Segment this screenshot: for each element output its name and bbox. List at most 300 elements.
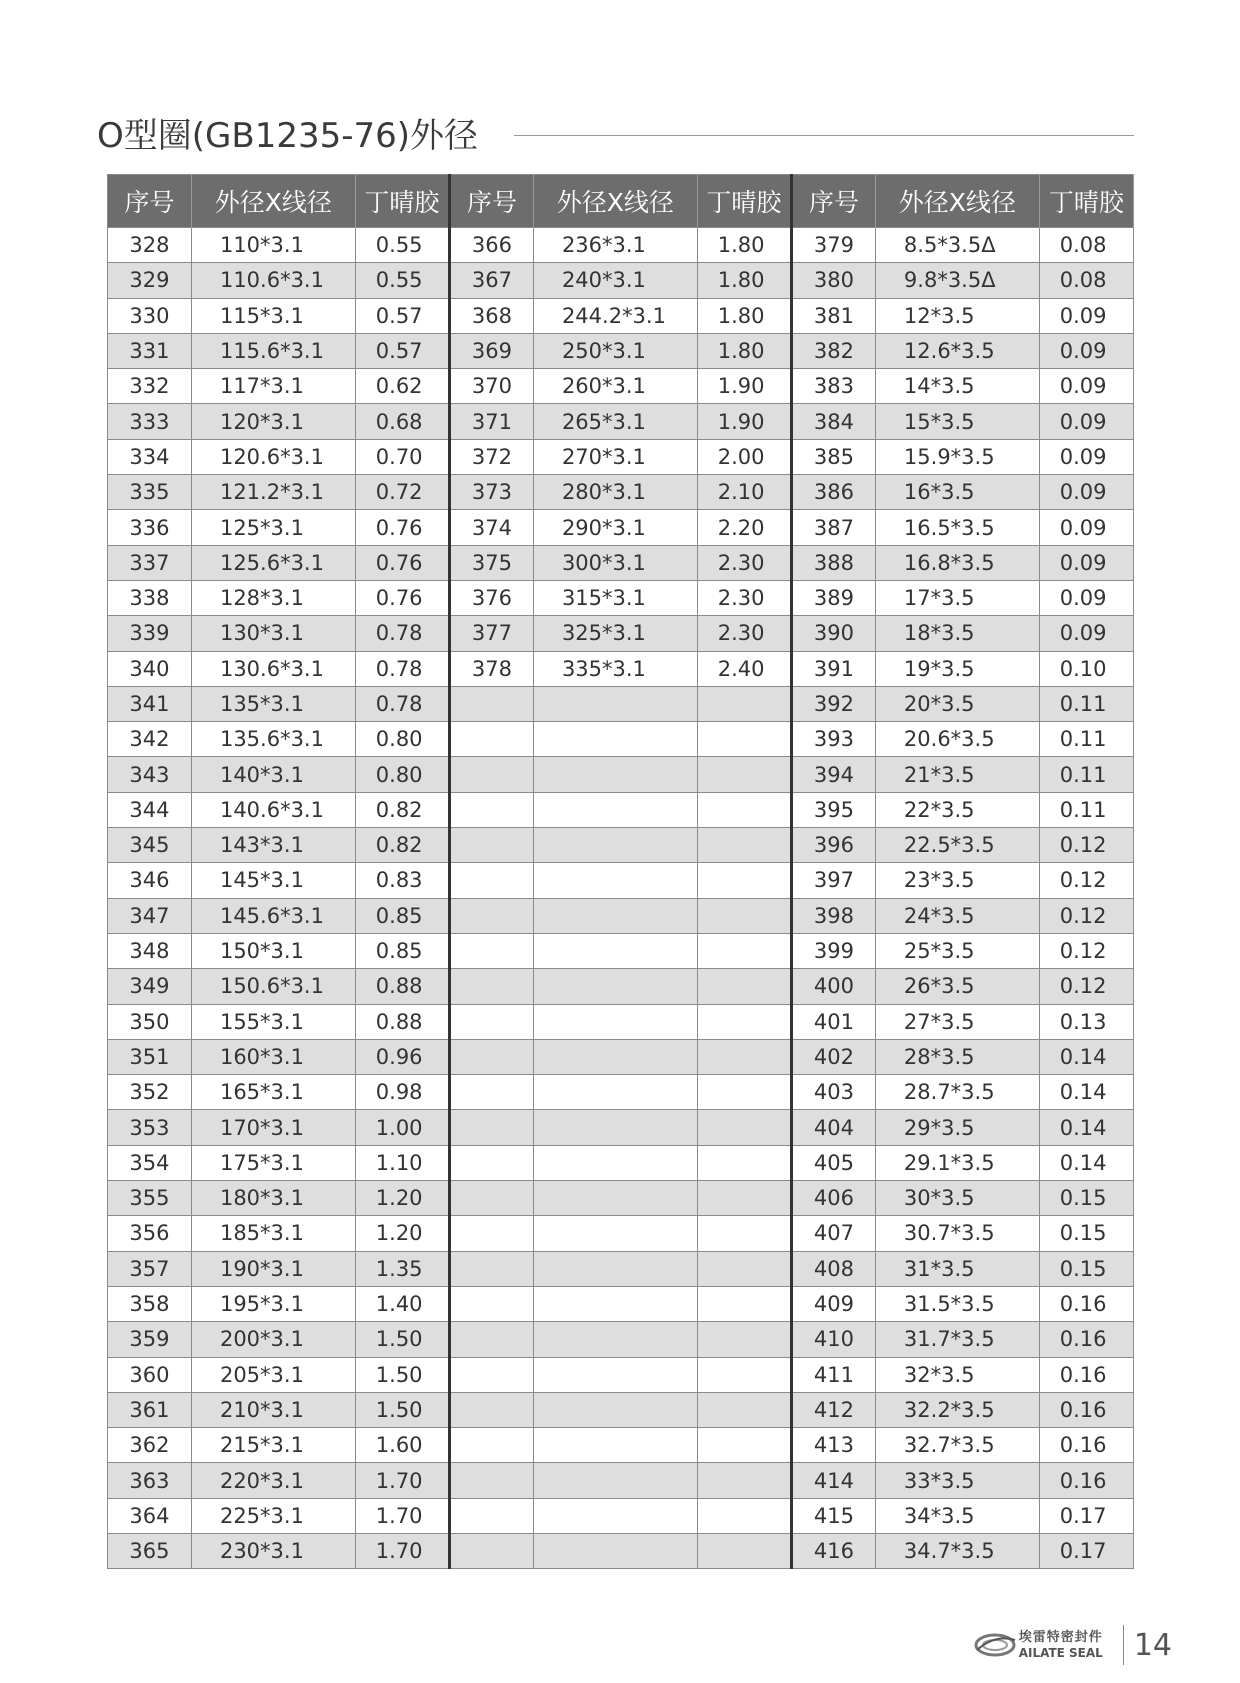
cell-no: 344 (108, 792, 192, 827)
cell-nbr: 0.09 (1039, 333, 1133, 368)
cell-no: 330 (108, 298, 192, 333)
cell-no: 397 (791, 863, 875, 898)
cell-no (449, 686, 533, 721)
cell-size: 32.7*3.5 (875, 1428, 1039, 1463)
table-row (108, 1110, 1134, 1145)
cell-nbr: 0.13 (1039, 1004, 1133, 1039)
cell-no: 329 (108, 263, 192, 298)
cell-no: 392 (791, 686, 875, 721)
cell-nbr: 1.10 (355, 1145, 449, 1180)
table-row (108, 792, 1134, 827)
cell-no: 374 (449, 510, 533, 545)
table-row (108, 722, 1134, 757)
cell-no: 383 (791, 369, 875, 404)
cell-no (449, 1110, 533, 1145)
cell-size: 34*3.5 (875, 1498, 1039, 1533)
cell-size: 12.6*3.5 (875, 333, 1039, 368)
cell-size: 175*3.1 (191, 1145, 355, 1180)
table-row (108, 545, 1134, 580)
cell-no: 337 (108, 545, 192, 580)
cell-no: 351 (108, 1039, 192, 1074)
cell-nbr (697, 1110, 791, 1145)
cell-nbr: 2.30 (697, 545, 791, 580)
cell-nbr: 0.78 (355, 616, 449, 651)
cell-size: 31.5*3.5 (875, 1286, 1039, 1321)
cell-nbr: 0.12 (1039, 898, 1133, 933)
cell-no (449, 933, 533, 968)
cell-size (533, 1322, 697, 1357)
cell-no (449, 1004, 533, 1039)
cell-no: 355 (108, 1181, 192, 1216)
cell-size: 165*3.1 (191, 1075, 355, 1110)
table-body (108, 228, 1134, 1569)
cell-size (533, 1181, 697, 1216)
cell-size: 236*3.1 (533, 228, 697, 263)
cell-nbr: 1.80 (697, 228, 791, 263)
cell-size: 28.7*3.5 (875, 1075, 1039, 1110)
cell-size: 15.9*3.5 (875, 439, 1039, 474)
table-row (108, 969, 1134, 1004)
cell-nbr: 0.09 (1039, 369, 1133, 404)
cell-size: 220*3.1 (191, 1463, 355, 1498)
cell-nbr: 0.76 (355, 510, 449, 545)
table-row (108, 333, 1134, 368)
cell-no: 357 (108, 1251, 192, 1286)
cell-size (533, 757, 697, 792)
cell-no: 365 (108, 1533, 192, 1568)
cell-size: 32.2*3.5 (875, 1392, 1039, 1427)
cell-no: 345 (108, 828, 192, 863)
cell-size: 19*3.5 (875, 651, 1039, 686)
cell-no: 400 (791, 969, 875, 1004)
cell-no: 377 (449, 616, 533, 651)
cell-size: 8.5*3.5Δ (875, 228, 1039, 263)
cell-size (533, 1075, 697, 1110)
cell-no: 408 (791, 1251, 875, 1286)
cell-no: 410 (791, 1322, 875, 1357)
cell-no: 381 (791, 298, 875, 333)
cell-no: 395 (791, 792, 875, 827)
cell-no: 379 (791, 228, 875, 263)
cell-nbr (697, 898, 791, 933)
cell-no: 331 (108, 333, 192, 368)
cell-no: 388 (791, 545, 875, 580)
cell-nbr: 0.78 (355, 686, 449, 721)
cell-nbr: 2.30 (697, 616, 791, 651)
cell-nbr (697, 722, 791, 757)
cell-nbr: 0.14 (1039, 1145, 1133, 1180)
cell-nbr (697, 1039, 791, 1074)
cell-size (533, 722, 697, 757)
cell-nbr (697, 1357, 791, 1392)
cell-no: 368 (449, 298, 533, 333)
cell-nbr: 1.40 (355, 1286, 449, 1321)
cell-size: 23*3.5 (875, 863, 1039, 898)
cell-nbr: 1.20 (355, 1216, 449, 1251)
cell-no: 334 (108, 439, 192, 474)
cell-size: 128*3.1 (191, 580, 355, 615)
logo-chinese-name: 埃雷特密封件 (1018, 1630, 1103, 1645)
cell-no (449, 1039, 533, 1074)
cell-no: 348 (108, 933, 192, 968)
cell-no (449, 1251, 533, 1286)
table-row (108, 1392, 1134, 1427)
cell-no: 406 (791, 1181, 875, 1216)
table-row (108, 1004, 1134, 1039)
cell-nbr: 1.60 (355, 1428, 449, 1463)
cell-no (449, 757, 533, 792)
table-row (108, 828, 1134, 863)
cell-nbr: 0.09 (1039, 545, 1133, 580)
cell-no: 396 (791, 828, 875, 863)
cell-size (533, 1004, 697, 1039)
cell-nbr: 1.70 (355, 1498, 449, 1533)
cell-size: 290*3.1 (533, 510, 697, 545)
cell-size: 135.6*3.1 (191, 722, 355, 757)
cell-no (449, 1322, 533, 1357)
cell-size: 130.6*3.1 (191, 651, 355, 686)
table-row (108, 369, 1134, 404)
cell-nbr (697, 828, 791, 863)
table-row (108, 1322, 1134, 1357)
cell-nbr: 0.16 (1039, 1322, 1133, 1357)
cell-nbr (697, 1075, 791, 1110)
cell-size: 160*3.1 (191, 1039, 355, 1074)
cell-nbr (697, 1251, 791, 1286)
cell-no: 362 (108, 1428, 192, 1463)
cell-nbr: 0.12 (1039, 828, 1133, 863)
cell-nbr: 0.08 (1039, 263, 1133, 298)
cell-no: 340 (108, 651, 192, 686)
footer-separator (1123, 1625, 1124, 1665)
oring-size-table (107, 174, 1134, 1569)
cell-size: 12*3.5 (875, 298, 1039, 333)
cell-nbr (697, 1463, 791, 1498)
cell-nbr: 0.72 (355, 475, 449, 510)
cell-size (533, 1110, 697, 1145)
cell-size: 205*3.1 (191, 1357, 355, 1392)
cell-size: 240*3.1 (533, 263, 697, 298)
cell-no: 358 (108, 1286, 192, 1321)
cell-nbr: 0.16 (1039, 1428, 1133, 1463)
cell-no: 407 (791, 1216, 875, 1251)
cell-size: 210*3.1 (191, 1392, 355, 1427)
cell-nbr: 1.20 (355, 1181, 449, 1216)
cell-no: 382 (791, 333, 875, 368)
cell-nbr (697, 1428, 791, 1463)
cell-no: 386 (791, 475, 875, 510)
cell-no: 341 (108, 686, 192, 721)
cell-nbr: 0.70 (355, 439, 449, 474)
cell-size: 180*3.1 (191, 1181, 355, 1216)
cell-nbr: 0.17 (1039, 1533, 1133, 1568)
cell-no: 370 (449, 369, 533, 404)
cell-no: 353 (108, 1110, 192, 1145)
cell-no: 413 (791, 1428, 875, 1463)
cell-nbr: 0.55 (355, 228, 449, 263)
cell-no (449, 1463, 533, 1498)
cell-nbr: 2.10 (697, 475, 791, 510)
cell-size: 250*3.1 (533, 333, 697, 368)
cell-size: 29*3.5 (875, 1110, 1039, 1145)
cell-nbr: 0.12 (1039, 933, 1133, 968)
cell-no: 339 (108, 616, 192, 651)
cell-no: 376 (449, 580, 533, 615)
cell-nbr: 0.82 (355, 828, 449, 863)
table-row (108, 510, 1134, 545)
cell-nbr: 1.80 (697, 298, 791, 333)
cell-no: 391 (791, 651, 875, 686)
cell-nbr: 0.11 (1039, 757, 1133, 792)
cell-no (449, 969, 533, 1004)
cell-nbr: 0.15 (1039, 1181, 1133, 1216)
cell-nbr: 1.50 (355, 1322, 449, 1357)
cell-size: 244.2*3.1 (533, 298, 697, 333)
table-header-row (108, 175, 1134, 228)
cell-no: 352 (108, 1075, 192, 1110)
cell-no: 372 (449, 439, 533, 474)
cell-size: 9.8*3.5Δ (875, 263, 1039, 298)
cell-size: 16*3.5 (875, 475, 1039, 510)
cell-size: 315*3.1 (533, 580, 697, 615)
table-row (108, 1039, 1134, 1074)
cell-no: 350 (108, 1004, 192, 1039)
cell-no: 356 (108, 1216, 192, 1251)
cell-no (449, 1498, 533, 1533)
cell-nbr (697, 933, 791, 968)
cell-nbr: 0.85 (355, 933, 449, 968)
cell-nbr: 0.16 (1039, 1392, 1133, 1427)
cell-nbr: 0.15 (1039, 1251, 1133, 1286)
cell-nbr: 1.70 (355, 1463, 449, 1498)
cell-no (449, 722, 533, 757)
cell-size: 30*3.5 (875, 1181, 1039, 1216)
cell-size (533, 1251, 697, 1286)
cell-nbr: 1.70 (355, 1533, 449, 1568)
title-divider (514, 135, 1134, 136)
cell-size: 225*3.1 (191, 1498, 355, 1533)
table-row (108, 863, 1134, 898)
cell-nbr: 0.15 (1039, 1216, 1133, 1251)
cell-size (533, 1498, 697, 1533)
cell-nbr: 0.09 (1039, 404, 1133, 439)
cell-no: 343 (108, 757, 192, 792)
cell-no: 332 (108, 369, 192, 404)
table-row (108, 298, 1134, 333)
cell-size: 110.6*3.1 (191, 263, 355, 298)
company-logo (973, 1630, 1103, 1660)
cell-no (449, 898, 533, 933)
cell-no: 346 (108, 863, 192, 898)
cell-size: 190*3.1 (191, 1251, 355, 1286)
cell-size: 25*3.5 (875, 933, 1039, 968)
cell-size: 31*3.5 (875, 1251, 1039, 1286)
cell-nbr (697, 1004, 791, 1039)
header-nbr: 丁晴胶 (1039, 175, 1133, 228)
cell-nbr: 0.14 (1039, 1110, 1133, 1145)
cell-no: 389 (791, 580, 875, 615)
cell-nbr (697, 1181, 791, 1216)
cell-size: 335*3.1 (533, 651, 697, 686)
cell-no: 414 (791, 1463, 875, 1498)
cell-nbr: 0.16 (1039, 1357, 1133, 1392)
table-row (108, 1357, 1134, 1392)
cell-size: 265*3.1 (533, 404, 697, 439)
cell-size: 270*3.1 (533, 439, 697, 474)
cell-nbr: 0.08 (1039, 228, 1133, 263)
cell-no: 333 (108, 404, 192, 439)
cell-nbr (697, 969, 791, 1004)
cell-no: 366 (449, 228, 533, 263)
cell-no: 347 (108, 898, 192, 933)
header-no: 序号 (449, 175, 533, 228)
cell-size: 110*3.1 (191, 228, 355, 263)
cell-no (449, 828, 533, 863)
table-row (108, 1075, 1134, 1110)
table-row (108, 651, 1134, 686)
cell-size (533, 898, 697, 933)
cell-size: 28*3.5 (875, 1039, 1039, 1074)
cell-size: 117*3.1 (191, 369, 355, 404)
cell-no (449, 1286, 533, 1321)
cell-nbr: 0.76 (355, 580, 449, 615)
cell-size: 125*3.1 (191, 510, 355, 545)
cell-size: 18*3.5 (875, 616, 1039, 651)
cell-no: 409 (791, 1286, 875, 1321)
cell-size (533, 792, 697, 827)
cell-no: 336 (108, 510, 192, 545)
cell-nbr: 0.96 (355, 1039, 449, 1074)
cell-size: 121.2*3.1 (191, 475, 355, 510)
cell-no: 359 (108, 1322, 192, 1357)
table-row (108, 1145, 1134, 1180)
table-row (108, 1251, 1134, 1286)
cell-size: 120*3.1 (191, 404, 355, 439)
cell-size: 16.8*3.5 (875, 545, 1039, 580)
cell-no: 363 (108, 1463, 192, 1498)
table-row (108, 580, 1134, 615)
cell-nbr: 0.11 (1039, 686, 1133, 721)
cell-no (449, 1357, 533, 1392)
cell-nbr (697, 757, 791, 792)
cell-nbr: 0.57 (355, 333, 449, 368)
cell-nbr (697, 863, 791, 898)
cell-nbr: 0.16 (1039, 1463, 1133, 1498)
table-row (108, 898, 1134, 933)
cell-no: 403 (791, 1075, 875, 1110)
cell-nbr: 0.55 (355, 263, 449, 298)
cell-nbr: 0.76 (355, 545, 449, 580)
cell-nbr: 0.57 (355, 298, 449, 333)
cell-size: 145*3.1 (191, 863, 355, 898)
cell-nbr: 0.16 (1039, 1286, 1133, 1321)
cell-no: 405 (791, 1145, 875, 1180)
table-row (108, 1463, 1134, 1498)
cell-size: 145.6*3.1 (191, 898, 355, 933)
cell-no: 412 (791, 1392, 875, 1427)
cell-size: 115*3.1 (191, 298, 355, 333)
cell-size (533, 1392, 697, 1427)
cell-size (533, 1145, 697, 1180)
cell-no: 390 (791, 616, 875, 651)
cell-size: 143*3.1 (191, 828, 355, 863)
table-row (108, 1216, 1134, 1251)
cell-size: 115.6*3.1 (191, 333, 355, 368)
cell-size: 17*3.5 (875, 580, 1039, 615)
cell-nbr: 0.09 (1039, 439, 1133, 474)
cell-size: 230*3.1 (191, 1533, 355, 1568)
page-footer (973, 1625, 1172, 1665)
cell-nbr: 0.14 (1039, 1075, 1133, 1110)
cell-size (533, 863, 697, 898)
cell-size: 140.6*3.1 (191, 792, 355, 827)
cell-size (533, 1428, 697, 1463)
cell-no: 385 (791, 439, 875, 474)
cell-size: 170*3.1 (191, 1110, 355, 1145)
cell-no: 361 (108, 1392, 192, 1427)
table-row (108, 1498, 1134, 1533)
cell-nbr: 0.68 (355, 404, 449, 439)
table-row (108, 1533, 1134, 1568)
cell-no: 393 (791, 722, 875, 757)
cell-size (533, 1533, 697, 1568)
cell-size: 20*3.5 (875, 686, 1039, 721)
cell-no (449, 1145, 533, 1180)
cell-size: 280*3.1 (533, 475, 697, 510)
cell-size (533, 969, 697, 1004)
cell-nbr: 0.11 (1039, 792, 1133, 827)
cell-nbr: 0.12 (1039, 863, 1133, 898)
table-row (108, 1181, 1134, 1216)
cell-no: 401 (791, 1004, 875, 1039)
cell-nbr: 1.00 (355, 1110, 449, 1145)
cell-nbr: 0.17 (1039, 1498, 1133, 1533)
cell-nbr: 2.40 (697, 651, 791, 686)
cell-size (533, 933, 697, 968)
cell-nbr: 1.80 (697, 333, 791, 368)
cell-no: 349 (108, 969, 192, 1004)
cell-no: 394 (791, 757, 875, 792)
header-size: 外径X线径 (191, 175, 355, 228)
cell-nbr (697, 1392, 791, 1427)
cell-no: 378 (449, 651, 533, 686)
cell-no: 399 (791, 933, 875, 968)
cell-size: 150.6*3.1 (191, 969, 355, 1004)
cell-size: 185*3.1 (191, 1216, 355, 1251)
cell-nbr (697, 792, 791, 827)
cell-size: 300*3.1 (533, 545, 697, 580)
cell-nbr (697, 1145, 791, 1180)
cell-no (449, 863, 533, 898)
cell-nbr: 0.09 (1039, 510, 1133, 545)
header-nbr: 丁晴胶 (697, 175, 791, 228)
cell-no (449, 1428, 533, 1463)
table-row (108, 757, 1134, 792)
cell-size: 325*3.1 (533, 616, 697, 651)
cell-nbr: 0.98 (355, 1075, 449, 1110)
cell-no: 367 (449, 263, 533, 298)
cell-nbr: 0.82 (355, 792, 449, 827)
cell-size: 135*3.1 (191, 686, 355, 721)
cell-nbr: 0.62 (355, 369, 449, 404)
cell-size: 260*3.1 (533, 369, 697, 404)
cell-no (449, 1181, 533, 1216)
cell-no: 384 (791, 404, 875, 439)
cell-no: 398 (791, 898, 875, 933)
table-row (108, 404, 1134, 439)
cell-size: 31.7*3.5 (875, 1322, 1039, 1357)
header-no: 序号 (791, 175, 875, 228)
